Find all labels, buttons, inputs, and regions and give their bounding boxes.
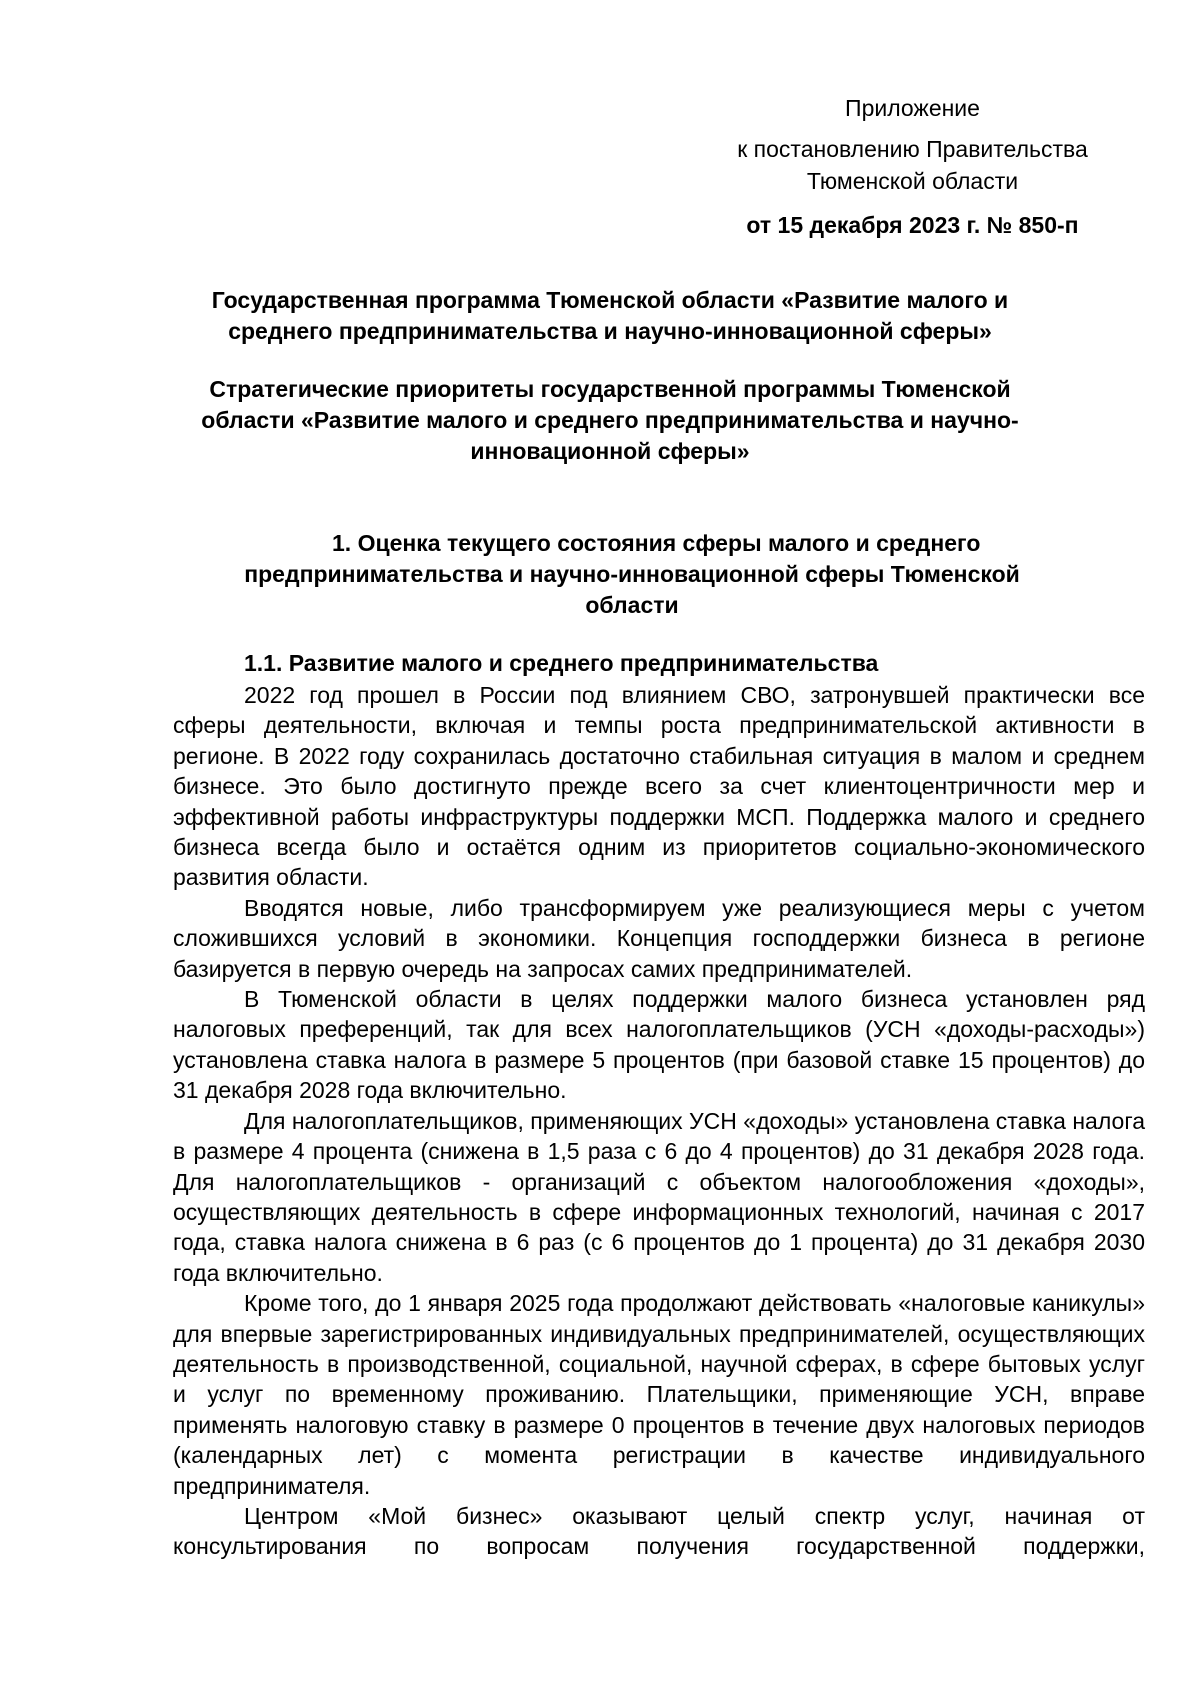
priorities-title: Стратегические приоритеты государственной программы Тюменской области «Развитие малого и среднего предпринимательства и научно-инновационной сферы» <box>201 376 1019 464</box>
body-paragraph: 2022 год прошел в России под влиянием СВО, затронувшей практически все сферы деятельности, включая и темпы роста предпринимательской активности в регионе. В 2022 году сохранилась достаточно стабильная ситуация в малом и среднем бизнесе. Это было достигнуто прежде всего за счет клиентоцентричности мер и эффективной работы инфраструктуры поддержки МСП. Поддержка малого и среднего бизнеса всегда было и остаётся одним из приоритетов социально-экономического развития области. <box>173 682 1145 891</box>
section-1-1-heading: 1.1. Развитие малого и среднего предпринимательства <box>244 650 879 676</box>
body-paragraph: Кроме того, до 1 января 2025 года продолжают действовать «налоговые каникулы» для впервые зарегистрированных индивидуальных предпринимателей, осуществляющих деятельность в производственной, социальной, научной сферах, в сфере бытовых услуг и услуг по временному проживанию. Плательщики, применяющие УСН, вправе применять налоговую ставку в размере 0 процентов в течение двух налоговых периодов (календарных лет) с момента регистрации в качестве индивидуального предпринимателя. <box>173 1290 1145 1499</box>
section-1-heading-rest: предпринимательства и научно-инновационной сферы Тюменской области <box>244 561 1020 618</box>
appendix-block <box>700 92 1125 241</box>
section-1-heading-line1: 1. Оценка текущего состояния сферы малого и среднего <box>332 530 981 556</box>
appendix-date: от 15 декабря 2023 г. № 850-п <box>746 212 1079 238</box>
body-paragraph: Центром «Мой бизнес» оказывают целый спектр услуг, начиная от консультирования по вопросам получения государственной поддержки, <box>173 1502 1145 1560</box>
body-paragraph: В Тюменской области в целях поддержки малого бизнеса установлен ряд налоговых преференций, так для всех налогоплательщиков (УСН «доходы-расходы») установлена ставка налога в размере 5 процентов (при базовой ставке 15 процентов) до 31 декабря 2028 года включительно. <box>173 986 1145 1104</box>
appendix-decree: к постановлению Правительства Тюменской области <box>737 136 1088 194</box>
body-paragraph: Для налогоплательщиков, применяющих УСН «доходы» установлена ставка налога в размере 4 процента (снижена в 1,5 раза с 6 до 4 процентов) до 31 декабря 2028 года. Для налогоплательщиков - организаций с объектом налогообложения «доходы», осуществляющих деятельность в сфере информационных технологий, начиная с 2017 года, ставка налога снижена в 6 раз (с 6 процентов до 1 процента) до 31 декабря 2030 года включительно. <box>173 1107 1145 1286</box>
section-1-1-body <box>173 680 1145 1562</box>
program-title: Государственная программа Тюменской области «Развитие малого и среднего предпринимательства и научно-инновационной сферы» <box>211 287 1009 344</box>
body-paragraph: Вводятся новые, либо трансформируем уже реализующиеся меры с учетом сложившихся условий в экономики. Концепция господдержки бизнеса в регионе базируется в первую очередь на запросах самих предпринимателей. <box>173 894 1145 982</box>
section-1-heading <box>212 528 1102 621</box>
appendix-caption: Приложение <box>845 95 980 121</box>
